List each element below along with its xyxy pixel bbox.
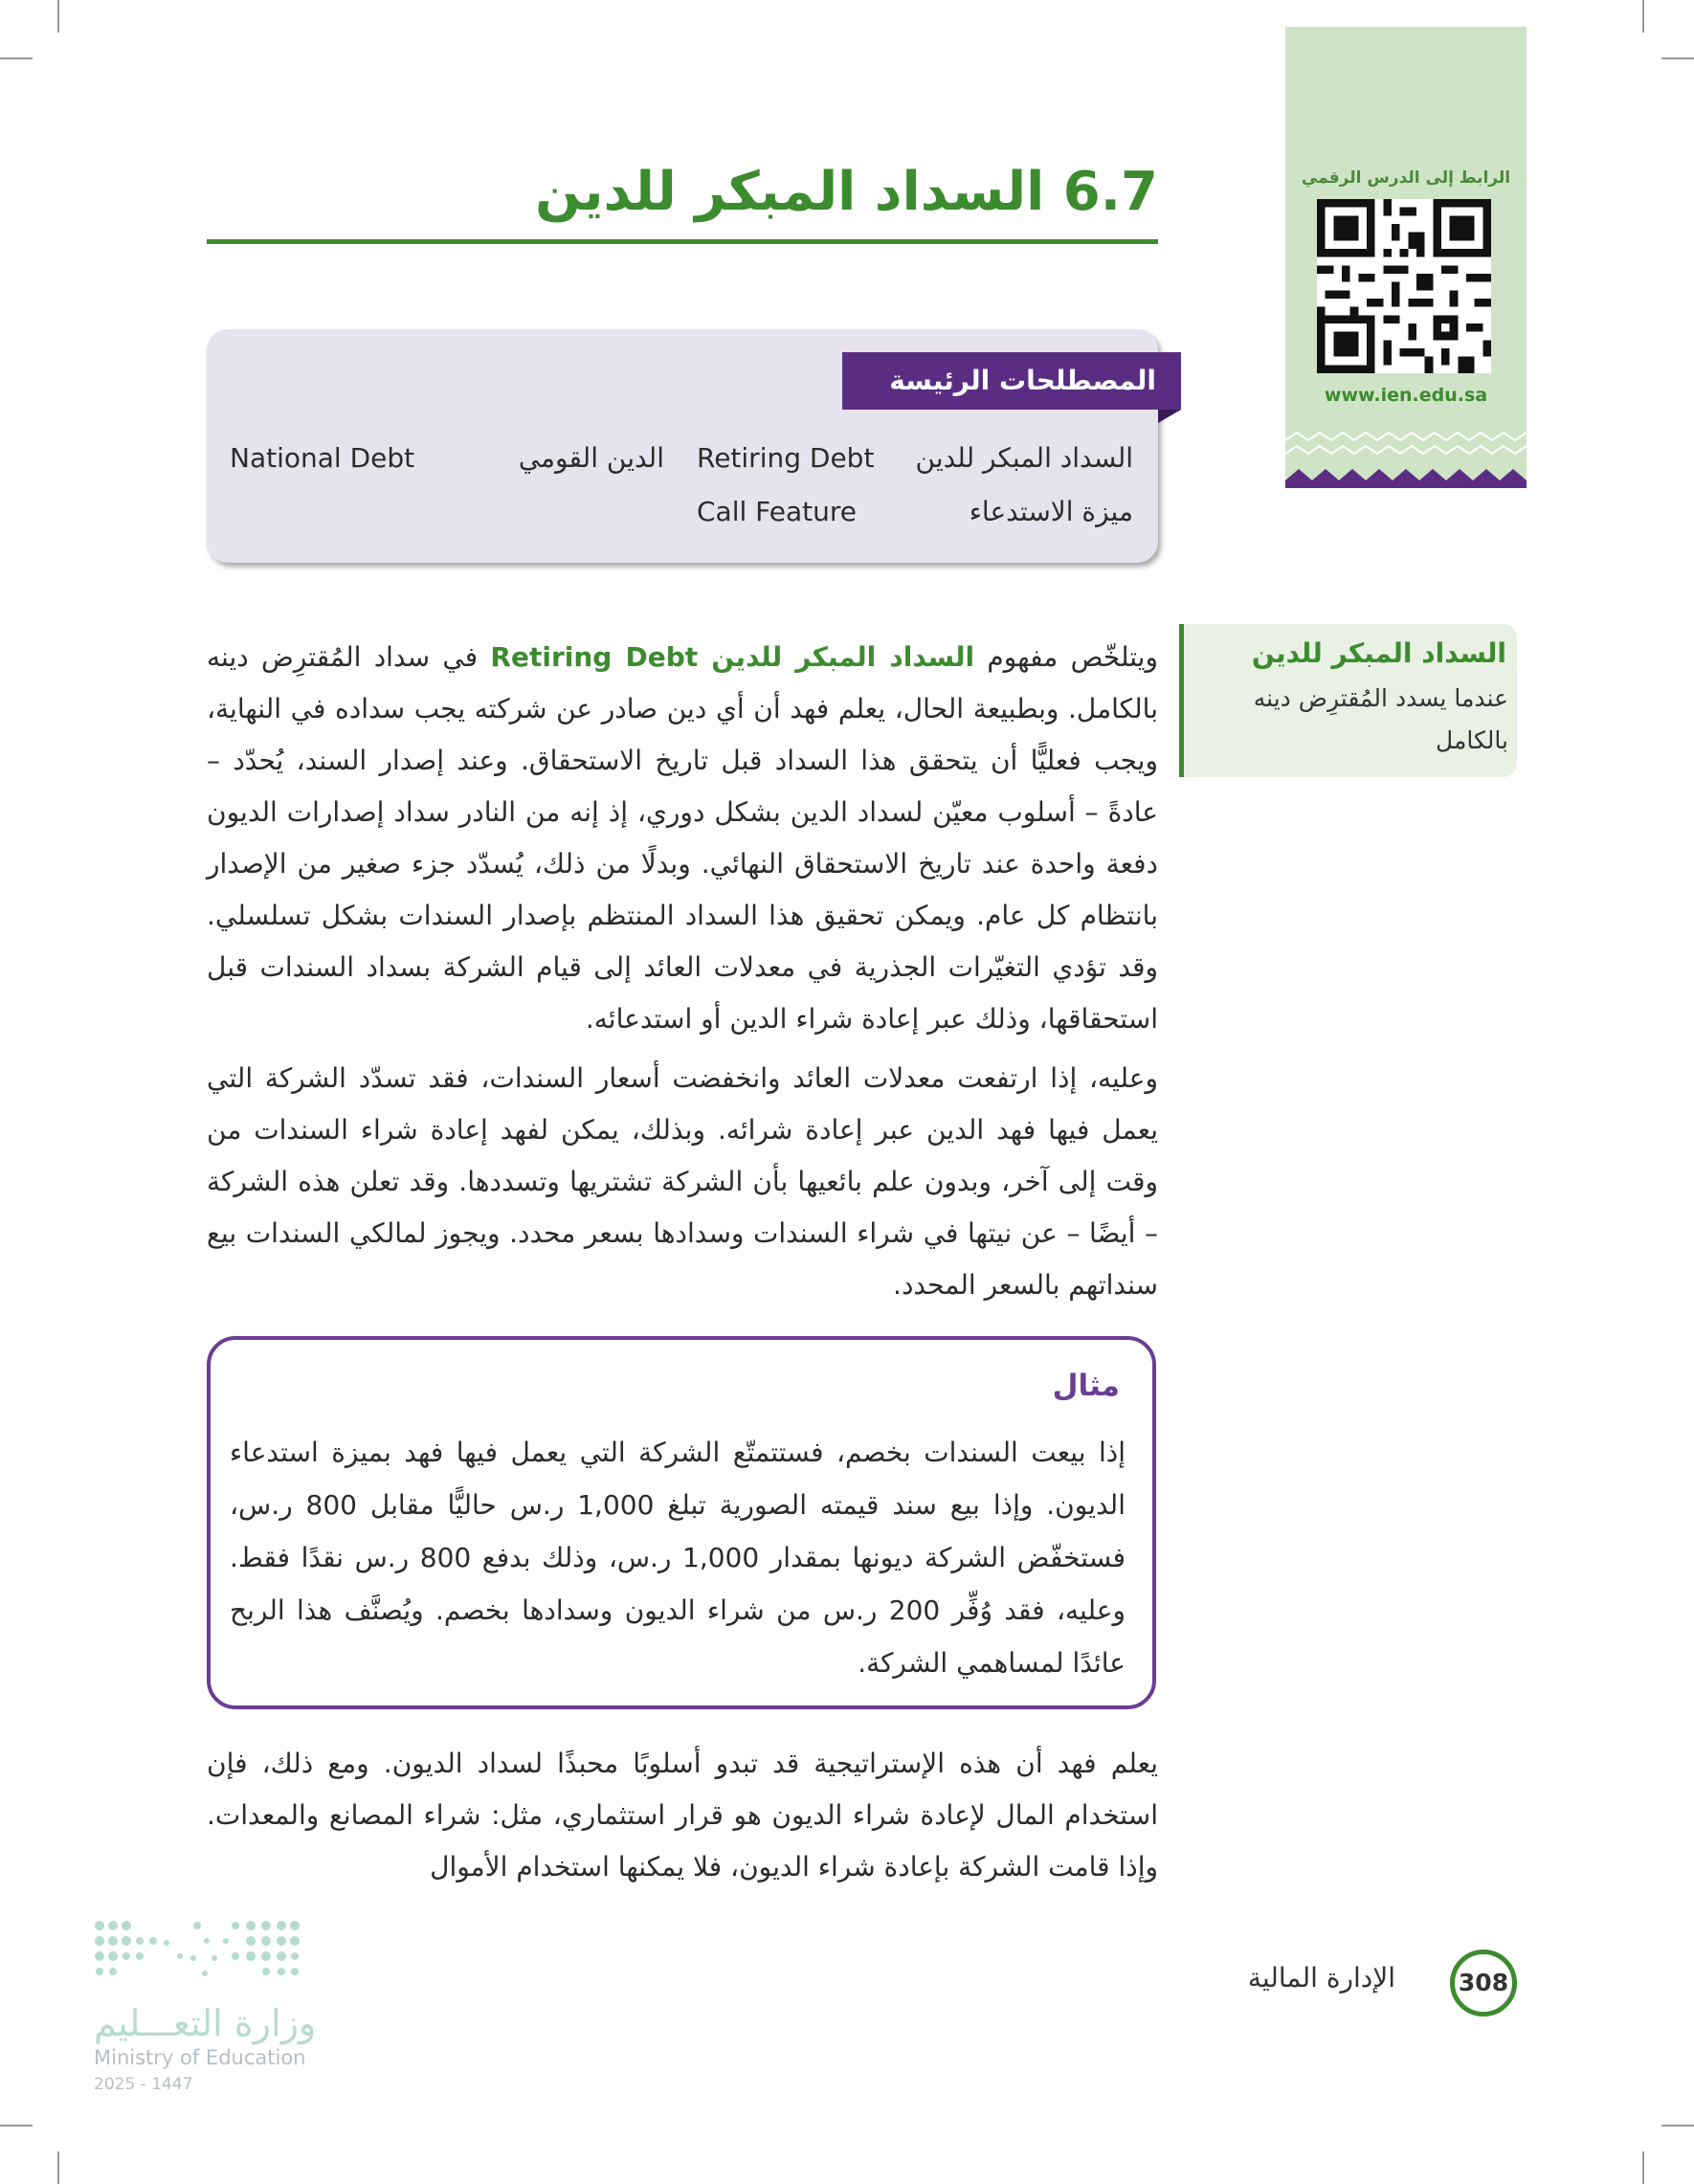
qr-code[interactable] xyxy=(1317,199,1491,373)
decorative-pattern xyxy=(1285,431,1527,501)
paragraph-text: في سداد المُقترِض دينه بالكامل. وبطبيعة الحال، يعلم فهد أن أي دين صادر عن شركته يجب سداده في النهاية، ويجب فعليًّا أن يتحقق هذا السداد قبل تاريخ الاستحقاق. وعند إصدار السند، يُحدّد – عادةً – أسلوب معيّن لسداد الدين بشكل دوري، إذ إنه من النادر سداد إصدارات الديون دفعة واحدة عند تاريخ الاستحقاق النهائي. وبدلًا من ذلك، يُسدّد جزء صغير من الإصدار بانتظام كل عام. ويمكن تحقيق هذا السداد المنتظم بإصدار السندات بشكل تسلسلي. وقد تؤدي التغيّرات الجذرية في معدلات العائد إلى قيام الشركة بسداد السندات قبل استحقاقها، وذلك عبر إعادة شراء الدين أو استدعائه. xyxy=(207,641,1158,1035)
highlighted-term: السداد المبكر للدين Retiring Debt xyxy=(490,641,975,673)
qr-caption: الرابط إلى الدرس الرقمي xyxy=(1301,168,1511,188)
edition-year: 2025 - 1447 xyxy=(94,2075,193,2094)
term-ar: الدين القومي xyxy=(518,442,664,474)
definition-text: عندما يسدد المُقترِض دينه بالكامل xyxy=(1253,684,1508,754)
example-title: مثال xyxy=(1052,1369,1120,1403)
ministry-name-en: Ministry of Education xyxy=(94,2046,306,2069)
term-en: Call Feature xyxy=(697,496,857,527)
paragraph-3: يعلم فهد أن هذه الإستراتيجية قد تبدو أسلوبًا محبذًا لسداد الديون. ومع ذلك، فإن استخدام المال لإعادة شراء الديون هو قرار استثماري، مثل: شراء المصانع والمعدات. وإذا قامت الشركة بإعادة شراء الديون، فلا يمكنها استخدام الأموال xyxy=(207,1748,1158,1883)
example-text: إذا بيعت السندات بخصم، فستتمتّع الشركة التي يعمل فيها فهد بميزة استدعاء الديون. وإذا بيع سند قيمته الصورية تبلغ 1,000 ر.س حاليًّا مقابل 800 ر.س، فستخفّض الشركة ديونها بمقدار 1,000 ر.س، وذلك بدفع 800 ر.س نقدًا فقط. وعليه، فقد وُفِّر 200 ر.س من شراء الديون وسدادها بخصم. ويُصنَّف هذا الربح عائدًا لمساهمي الشركة. xyxy=(230,1437,1126,1679)
crop-mark xyxy=(57,2151,59,2184)
crop-mark xyxy=(0,57,33,59)
section-title: 6.7 السداد المبكر للدين xyxy=(535,161,1158,223)
crop-mark xyxy=(1642,0,1644,33)
crop-mark xyxy=(1661,57,1694,59)
crop-mark xyxy=(0,2125,33,2127)
paragraph-2: وعليه، إذا ارتفعت معدلات العائد وانخفضت أسعار السندات، فقد تسدّد الشركة التي يعمل فيها فهد الدين عبر إعادة شرائه. وبذلك، يمكن لفهد إعادة شراء السندات من وقت إلى آخر، وبدون علم بائعيها بأن الشركة تشتريها وتسددها. وقد تعلن هذه الشركة – أيضًا – عن نيتها في شراء السندات وسدادها بسعر محدد. ويجوز لمالكي السندات بيع سنداتهم بالسعر المحدد. xyxy=(207,1062,1158,1301)
term-ar: السداد المبكر للدين xyxy=(915,442,1133,474)
definition-title: السداد المبكر للدين xyxy=(1251,637,1506,669)
website-link[interactable]: www.ien.edu.sa xyxy=(1324,385,1488,406)
heading-fold xyxy=(1158,410,1181,423)
paragraph-1 xyxy=(207,632,1158,1045)
paragraph-text: ويتلخّص مفهوم xyxy=(974,641,1158,673)
term-ar: ميزة الاستدعاء xyxy=(969,496,1133,527)
term-en: Retiring Debt xyxy=(697,442,875,474)
subject-name: الإدارة المالية xyxy=(1247,1962,1395,1994)
ministry-logo-dots xyxy=(92,1918,301,1985)
key-terms-heading: المصطلحات الرئيسة xyxy=(842,352,1181,410)
crop-mark xyxy=(1642,2151,1644,2184)
crop-mark xyxy=(57,0,59,33)
term-en: National Debt xyxy=(230,442,415,474)
ministry-name-ar: وزارة التعـــليم xyxy=(94,2002,317,2044)
crop-mark xyxy=(1661,2125,1694,2127)
page-number: 308 xyxy=(1450,1950,1517,2017)
title-underline xyxy=(207,239,1158,244)
